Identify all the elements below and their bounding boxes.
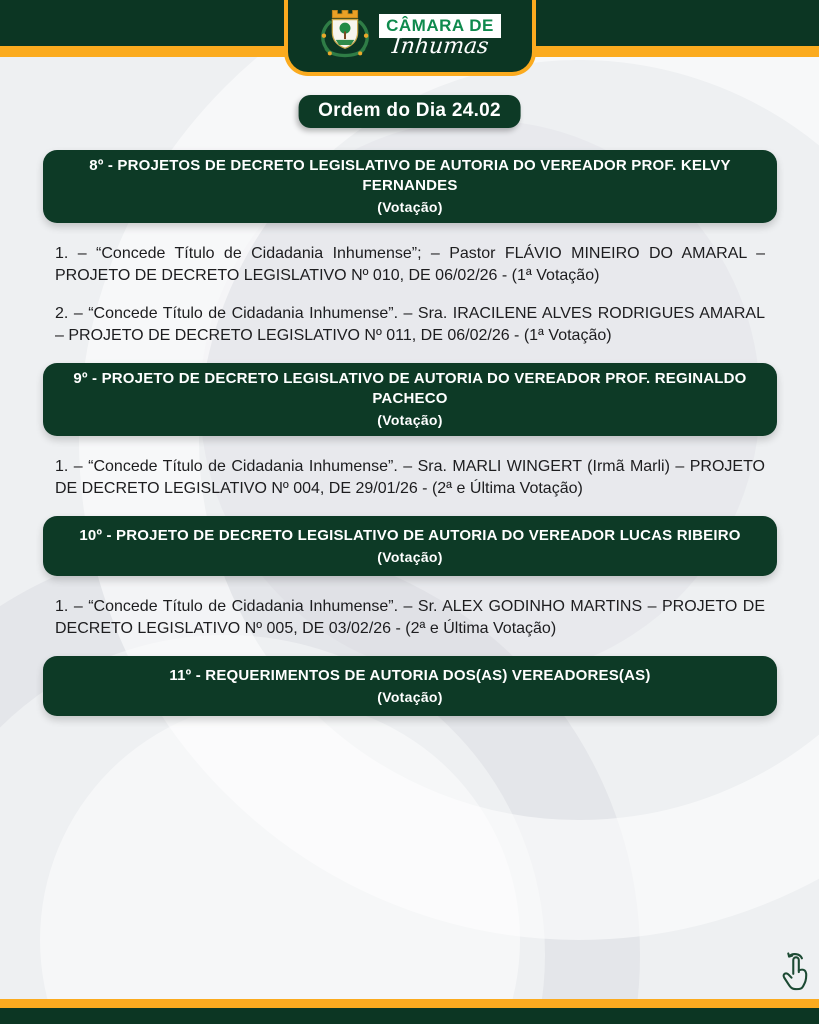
section-header [43, 656, 777, 716]
agenda-item: 1. – “Concede Título de Cidadania Inhumense”. – Sra. MARLI WINGERT (Irmã Marli) – PROJETO DE DECRETO LEGISLATIVO Nº 004, DE 29/01/26 - (2ª e Última Votação) [55, 458, 765, 497]
brand-name-script: Inhumas [390, 33, 490, 59]
section-vote-label: (Votação) [377, 412, 443, 428]
agenda-item: 2. – “Concede Título de Cidadania Inhumense”. – Sra. IRACILENE ALVES RODRIGUES AMARAL – PROJETO DE DECRETO LEGISLATIVO Nº 011, DE 06/02/26 - (1ª Votação) [55, 305, 765, 344]
bottom-banner-bar [0, 1008, 819, 1024]
agenda-section-8 [43, 150, 777, 347]
coat-of-arms-icon [318, 5, 372, 68]
section-vote-label: (Votação) [377, 688, 443, 705]
brand-name [379, 14, 501, 59]
section-title: 8º - PROJETOS DE DECRETO LEGISLATIVO DE AUTORIA DO VEREADOR PROF. KELVY FERNANDES [89, 157, 731, 194]
brand-name-top: CÂMARA DE [379, 14, 501, 38]
agenda-item: 1. – “Concede Título de Cidadania Inhumense”; – Pastor FLÁVIO MINEIRO DO AMARAL – PROJETO DE DECRETO LEGISLATIVO Nº 010, DE 06/02/26 - (1ª Votação) [55, 245, 765, 284]
agenda-content [43, 150, 777, 736]
agenda-section-9 [43, 363, 777, 500]
section-title: 11º - REQUERIMENTOS DE AUTORIA DOS(AS) VEREADORES(AS) [169, 666, 651, 684]
page-title-badge: Ordem do Dia 24.02 [298, 95, 521, 128]
bottom-accent-stripe [0, 999, 819, 1008]
brand-header [284, 0, 536, 76]
swipe-gesture-icon[interactable] [776, 950, 814, 996]
section-title: 10º - PROJETO DE DECRETO LEGISLATIVO DE AUTORIA DO VEREADOR LUCAS RIBEIRO [79, 526, 741, 544]
section-header [43, 516, 777, 576]
section-header [43, 150, 777, 223]
section-title: 9º - PROJETO DE DECRETO LEGISLATIVO DE AUTORIA DO VEREADOR PROF. REGINALDO PACHECO [73, 370, 747, 407]
agenda-section-11 [43, 656, 777, 716]
agenda-section-10 [43, 516, 777, 640]
section-vote-label: (Votação) [377, 548, 443, 565]
section-vote-label: (Votação) [377, 199, 443, 215]
agenda-item: 1. – “Concede Título de Cidadania Inhumense”. – Sr. ALEX GODINHO MARTINS – PROJETO DE DECRETO LEGISLATIVO Nº 005, DE 03/02/26 - (2ª e Última Votação) [55, 598, 765, 637]
section-header [43, 363, 777, 436]
